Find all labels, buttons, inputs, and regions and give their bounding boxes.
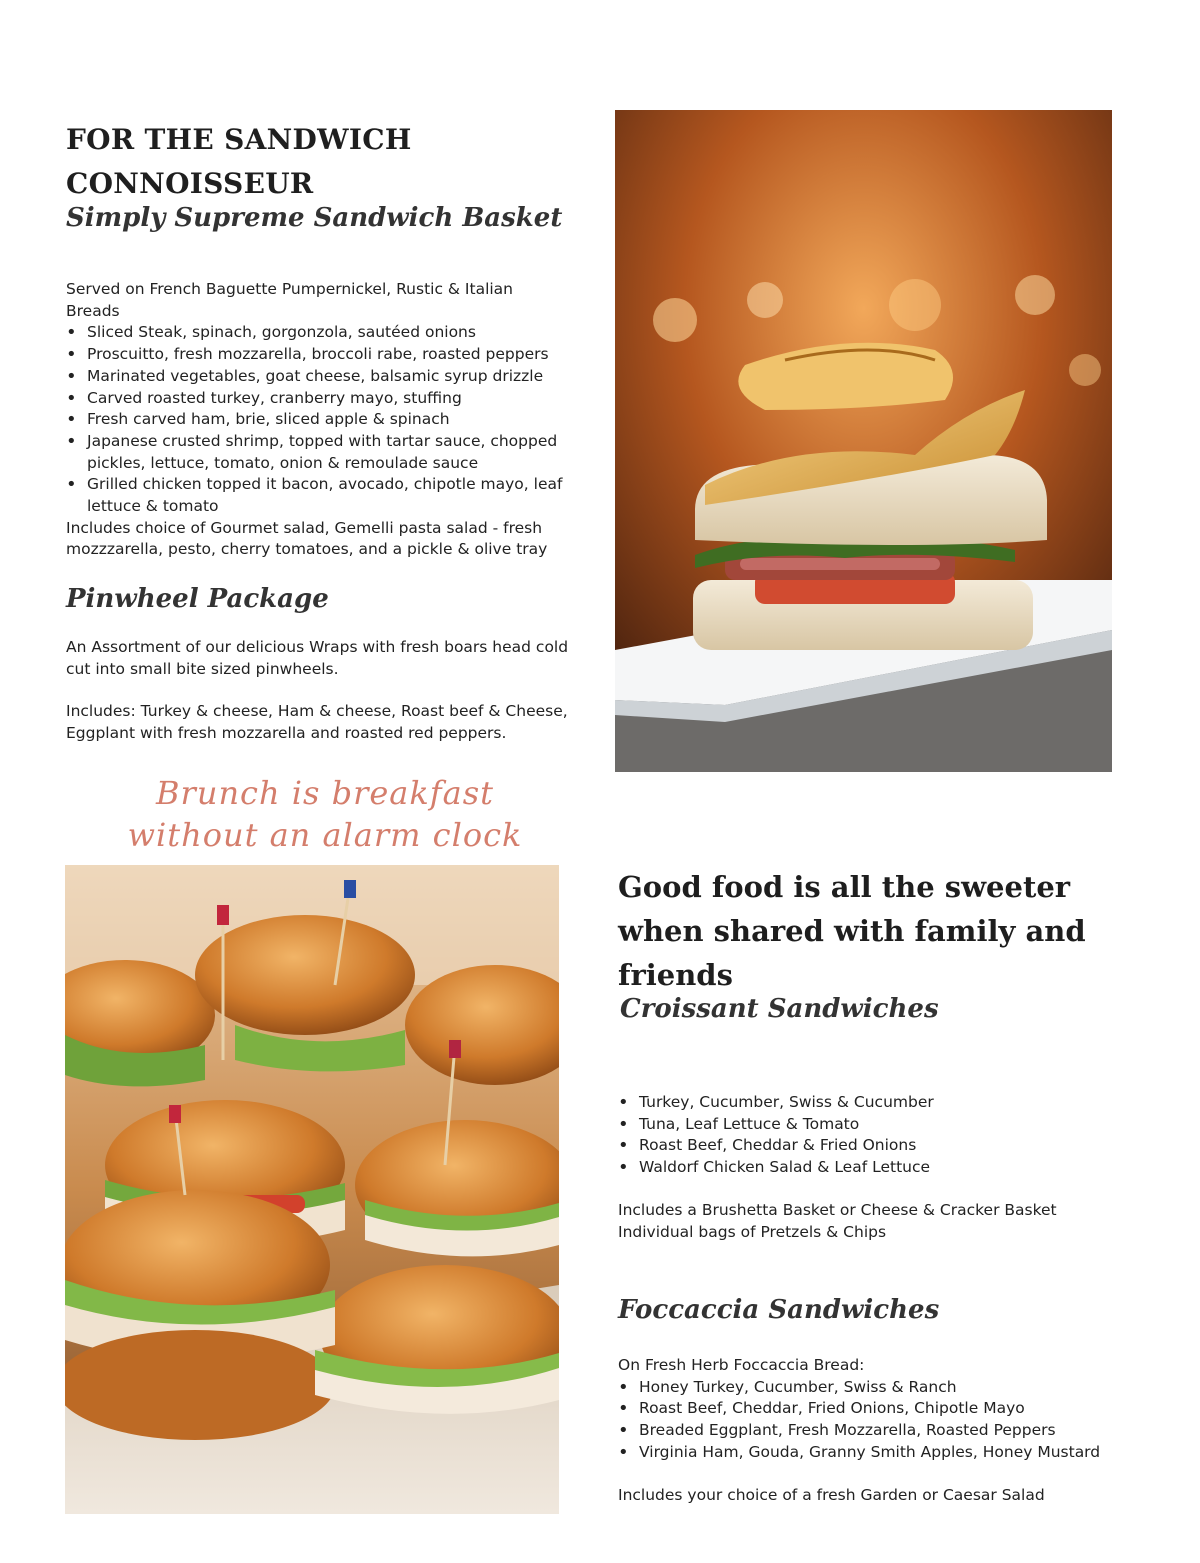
- list-item: • Breaded Eggplant, Fresh Mozzarella, Roasted Peppers: [618, 1420, 1178, 1442]
- croissant-includes-line2: Individual bags of Pretzels & Chips: [618, 1222, 887, 1241]
- croissant-sandwiches-illustration: [65, 865, 559, 1514]
- croissant-heading: Croissant Sandwiches: [620, 994, 939, 1024]
- simply-supreme-list: [66, 322, 571, 517]
- list-item: • Grilled chicken topped it bacon, avocado, chipotle mayo, leaf lettuce & tomato: [66, 474, 571, 517]
- list-item: • Marinated vegetables, goat cheese, balsamic syrup drizzle: [66, 366, 571, 388]
- list-item: • Honey Turkey, Cucumber, Swiss & Ranch: [618, 1377, 1178, 1399]
- simply-supreme-includes: Includes choice of Gourmet salad, Gemelli pasta salad - fresh mozzzarella, pesto, cherry tomatoes, and a pickle & olive tray: [66, 518, 548, 559]
- simply-supreme-intro: Served on French Baguette Pumpernickel, Rustic & Italian Breads: [66, 280, 514, 320]
- page-title-line1: FOR THE SANDWICH: [66, 123, 412, 156]
- list-item: • Roast Beef, Cheddar, Fried Onions, Chipotle Mayo: [618, 1398, 1178, 1420]
- simply-supreme-section: [66, 279, 571, 561]
- foccaccia-section: [618, 1355, 1178, 1506]
- page-title-line2: CONNOISSEUR: [66, 167, 314, 200]
- pinwheel-includes: Includes: Turkey & cheese, Ham & cheese, Roast beef & Cheese, Eggplant with fresh mozzarella and roasted red peppers.: [66, 702, 568, 743]
- foccaccia-includes: Includes your choice of a fresh Garden or Caesar Salad: [618, 1485, 1045, 1504]
- pinwheel-description: An Assortment of our delicious Wraps with fresh boars head cold cut into small bite sized pinwheels.: [66, 638, 569, 678]
- list-item: • Sliced Steak, spinach, gorgonzola, sautéed onions: [66, 322, 571, 344]
- steak-sandwich-photo: [615, 110, 1112, 772]
- list-item: • Tuna, Leaf Lettuce & Tomato: [618, 1114, 1158, 1136]
- croissant-sandwiches-photo: [65, 865, 559, 1514]
- list-item: • Proscuitto, fresh mozzarella, broccoli rabe, roasted peppers: [66, 344, 571, 366]
- croissant-list: [618, 1092, 1158, 1179]
- pinwheel-heading: Pinwheel Package: [66, 584, 329, 614]
- foccaccia-list: [618, 1377, 1178, 1464]
- list-item: • Waldorf Chicken Salad & Leaf Lettuce: [618, 1157, 1158, 1179]
- steak-sandwich-illustration: [615, 110, 1112, 772]
- list-item: • Turkey, Cucumber, Swiss & Cucumber: [618, 1092, 1158, 1114]
- list-item: • Carved roasted turkey, cranberry mayo, stuffing: [66, 388, 571, 410]
- list-item: • Virginia Ham, Gouda, Granny Smith Apples, Honey Mustard: [618, 1442, 1178, 1464]
- simply-supreme-heading: Simply Supreme Sandwich Basket: [66, 203, 563, 233]
- foccaccia-heading: Foccaccia Sandwiches: [618, 1295, 940, 1325]
- page-title: [66, 118, 546, 206]
- pinwheel-section: [66, 637, 571, 745]
- list-item: • Fresh carved ham, brie, sliced apple & spinach: [66, 409, 571, 431]
- foccaccia-intro: On Fresh Herb Foccaccia Bread:: [618, 1356, 865, 1374]
- list-item: • Roast Beef, Cheddar & Fried Onions: [618, 1135, 1158, 1157]
- brunch-quote: Brunch is breakfast without an alarm clock: [127, 774, 523, 854]
- list-item: • Japanese crusted shrimp, topped with tartar sauce, chopped pickles, lettuce, tomato, onion & remoulade sauce: [66, 431, 571, 474]
- croissant-section: [618, 1092, 1158, 1243]
- croissant-includes-line1: Includes a Brushetta Basket or Cheese & Cracker Basket: [618, 1200, 1057, 1219]
- slogan: Good food is all the sweeter when shared with family and friends: [618, 870, 1086, 992]
